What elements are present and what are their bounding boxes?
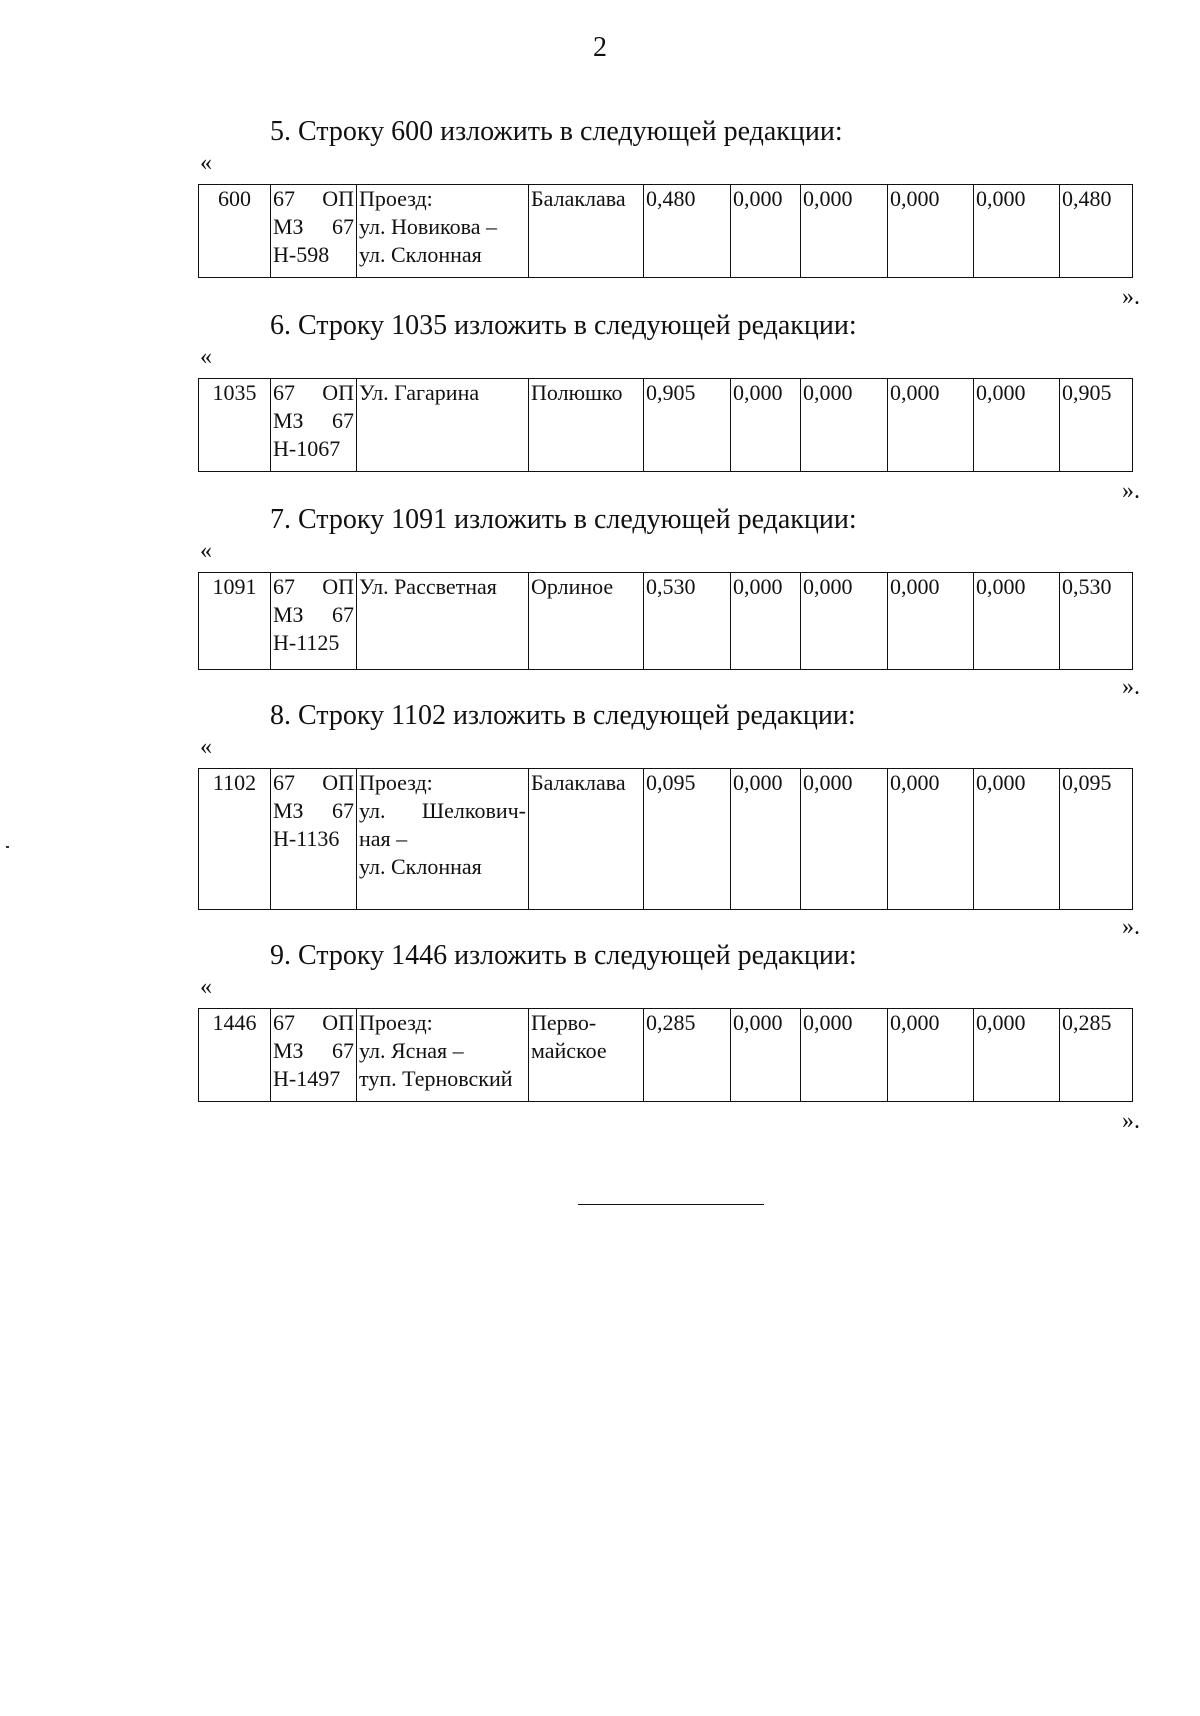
name-line: туп. Терновский [359, 1066, 513, 1091]
name-line: ул. Склонная [359, 854, 482, 879]
name-line: ная – [359, 826, 408, 851]
row-number: 600 [199, 185, 271, 278]
road-code [271, 573, 357, 670]
road-row-table [198, 768, 1133, 910]
code-line: МЗ 67 [273, 602, 354, 627]
row-number: 1102 [199, 769, 271, 910]
road-code [271, 379, 357, 472]
code-line: МЗ 67 [273, 798, 354, 823]
row-number: 1035 [199, 379, 271, 472]
code-line: МЗ 67 [273, 214, 354, 239]
code-line: 67 ОП [273, 186, 354, 211]
code-line: Н-1136 [273, 826, 340, 851]
value-cell: 0,000 [731, 573, 801, 670]
section-heading: 5. Строку 600 изложить в следующей редакции: [270, 116, 843, 147]
table-row [199, 379, 1133, 472]
value-cell: 0,000 [974, 769, 1060, 910]
code-line: Н-1125 [273, 630, 340, 655]
section-heading: 6. Строку 1035 изложить в следующей редакции: [270, 310, 857, 341]
value-cell: 0,000 [888, 185, 974, 278]
end-divider [578, 1204, 764, 1205]
value-cell: 0,000 [731, 379, 801, 472]
name-line: Ул. Гагарина [359, 380, 480, 405]
close-quote: ». [1122, 284, 1140, 310]
road-name [357, 769, 529, 910]
row-number: 1091 [199, 573, 271, 670]
value-cell: 0,000 [731, 1009, 801, 1102]
value-cell: 0,905 [644, 379, 731, 472]
locality [529, 185, 644, 278]
code-line: 67 ОП [273, 770, 354, 795]
value-cell: 0,000 [801, 769, 888, 910]
value-cell: 0,530 [1060, 573, 1133, 670]
road-name [357, 379, 529, 472]
locality [529, 769, 644, 910]
close-quote: ». [1122, 914, 1140, 940]
value-cell: 0,095 [1060, 769, 1133, 910]
value-cell: 0,530 [644, 573, 731, 670]
value-cell: 0,000 [974, 573, 1060, 670]
table-row [199, 769, 1133, 910]
value-cell: 0,095 [644, 769, 731, 910]
name-line: ул. Ясная – [359, 1038, 464, 1063]
value-cell: 0,000 [801, 185, 888, 278]
value-cell: 0,000 [888, 573, 974, 670]
code-line: 67 ОП [273, 1010, 354, 1035]
road-code [271, 185, 357, 278]
value-cell: 0,000 [801, 1009, 888, 1102]
value-cell: 0,480 [1060, 185, 1133, 278]
locality-line: Балаклава [531, 186, 626, 211]
code-line: Н-1497 [273, 1066, 341, 1091]
locality [529, 573, 644, 670]
value-cell: 0,000 [974, 1009, 1060, 1102]
name-line: Проезд: [359, 1010, 433, 1035]
code-line: 67 ОП [273, 380, 354, 405]
section-heading: 8. Строку 1102 изложить в следующей редакции: [270, 700, 856, 731]
name-line: ул. Шелкович- [359, 798, 526, 823]
locality [529, 1009, 644, 1102]
code-line: Н-598 [273, 242, 330, 267]
value-cell: 0,000 [888, 1009, 974, 1102]
row-number: 1446 [199, 1009, 271, 1102]
name-line: Ул. Рассветная [359, 574, 497, 599]
name-line: Проезд: [359, 770, 433, 795]
locality-line: майское [531, 1038, 607, 1063]
code-line: МЗ 67 [273, 408, 354, 433]
table-row [199, 1009, 1133, 1102]
locality-line: Перво- [531, 1010, 597, 1035]
road-row-table [198, 378, 1133, 472]
scan-speck [6, 846, 9, 848]
value-cell: 0,000 [801, 379, 888, 472]
code-line: 67 ОП [273, 574, 354, 599]
name-line: Проезд: [359, 186, 433, 211]
value-cell: 0,000 [801, 573, 888, 670]
code-line: Н-1067 [273, 436, 341, 461]
road-code [271, 769, 357, 910]
code-line: МЗ 67 [273, 1038, 354, 1063]
value-cell: 0,285 [644, 1009, 731, 1102]
open-quote: « [200, 734, 212, 760]
section-heading: 7. Строку 1091 изложить в следующей редакции: [270, 504, 857, 535]
open-quote: « [200, 150, 212, 176]
value-cell: 0,000 [731, 185, 801, 278]
value-cell: 0,000 [888, 379, 974, 472]
close-quote: ». [1122, 478, 1140, 504]
open-quote: « [200, 344, 212, 370]
value-cell: 0,000 [974, 185, 1060, 278]
close-quote: ». [1122, 674, 1140, 700]
open-quote: « [200, 538, 212, 564]
road-row-table [198, 1008, 1133, 1102]
road-name [357, 573, 529, 670]
name-line: ул. Склонная [359, 242, 482, 267]
locality-line: Балаклава [531, 770, 626, 795]
locality-line: Полюшко [531, 380, 623, 405]
close-quote: ». [1122, 1108, 1140, 1134]
road-name [357, 1009, 529, 1102]
table-row [199, 185, 1133, 278]
locality [529, 379, 644, 472]
locality-line: Орлиное [531, 574, 614, 599]
value-cell: 0,285 [1060, 1009, 1133, 1102]
road-code [271, 1009, 357, 1102]
value-cell: 0,000 [888, 769, 974, 910]
value-cell: 0,480 [644, 185, 731, 278]
table-row [199, 573, 1133, 670]
page-number: 2 [593, 32, 607, 63]
open-quote: « [200, 974, 212, 1000]
road-row-table [198, 572, 1133, 670]
section-heading: 9. Строку 1446 изложить в следующей редакции: [270, 940, 857, 971]
value-cell: 0,000 [974, 379, 1060, 472]
road-row-table [198, 184, 1133, 278]
value-cell: 0,000 [731, 769, 801, 910]
name-line: ул. Новикова – [359, 214, 497, 239]
road-name [357, 185, 529, 278]
value-cell: 0,905 [1060, 379, 1133, 472]
